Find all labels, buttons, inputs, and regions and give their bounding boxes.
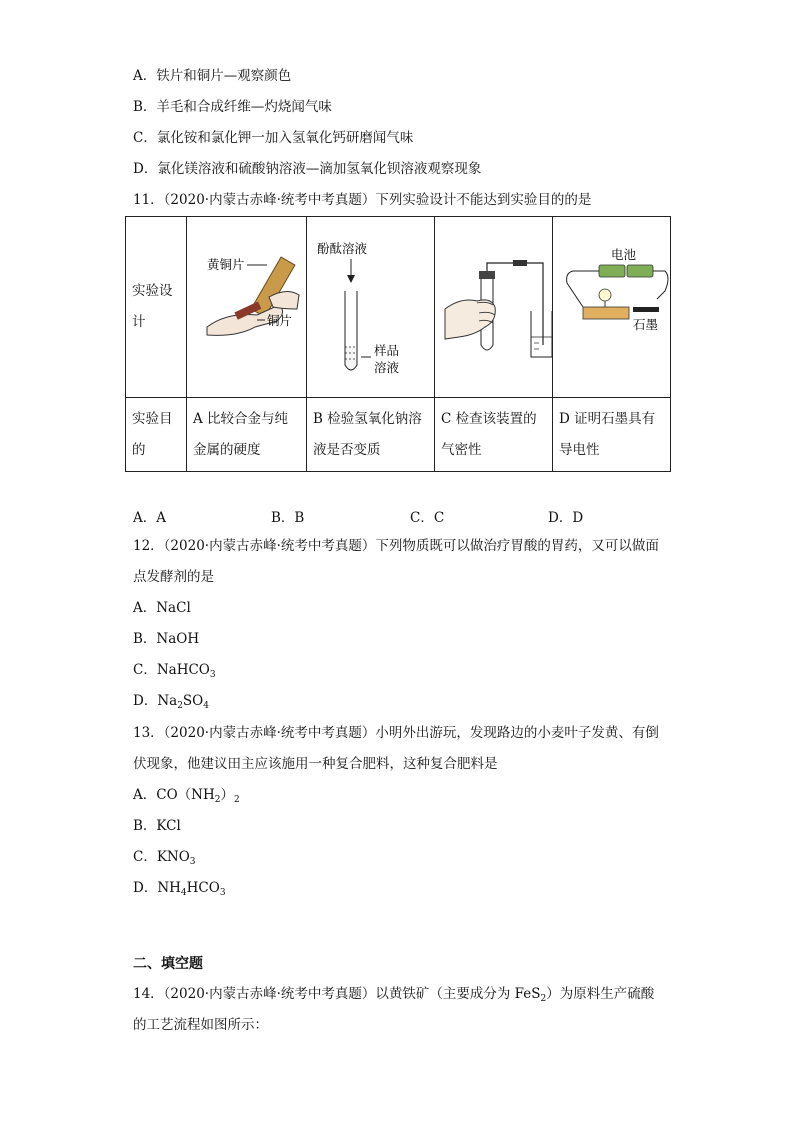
row-header-design-line1: 实验设 xyxy=(132,283,173,299)
row-header-purpose-line2: 的 xyxy=(132,441,146,458)
q13-option-b: B．KCl xyxy=(133,818,181,834)
q12-option-b: B．NaOH xyxy=(133,631,200,647)
row-header-design-line2: 计 xyxy=(132,314,146,330)
q13-option-d: D．$NH_4HCO_3$ xyxy=(133,880,226,898)
figA-label-bottom: 铜片 xyxy=(267,313,293,328)
purpose-c-line1: C 检查该装置的 xyxy=(441,410,537,427)
figure-a-hardness xyxy=(187,217,306,393)
purpose-b-line2: 液是否变质 xyxy=(313,441,381,458)
figD-label-right: 石墨 xyxy=(633,317,659,332)
q12-option-a: A．NaCl xyxy=(133,600,191,616)
figure-d-cell xyxy=(553,217,671,398)
figure-c-airtightness xyxy=(435,217,552,393)
q11-choice-b: B．B xyxy=(271,510,305,526)
figB-label-bottom2: 溶液 xyxy=(374,360,400,375)
experiment-table xyxy=(125,216,671,472)
figure-a-cell xyxy=(187,217,307,398)
figB-label-bottom1: 样品 xyxy=(374,343,400,358)
figure-b-cell xyxy=(307,217,435,398)
q14-stem-line1: 14．（2020·内蒙古赤峰·统考中考真题）以黄铁矿（主要成分为 FeS$_2$）为原料生产硫酸 xyxy=(133,986,655,1004)
figD-label-top: 电池 xyxy=(611,247,637,262)
q12-stem-line1: 12．（2020·内蒙古赤峰·统考中考真题）下列物质既可以做治疗胃酸的胃药，又可以做面 xyxy=(133,538,659,554)
q13-option-c: C．$KNO_3$ xyxy=(133,849,196,867)
q10-option-a: A．铁片和铜片—观察颜色 xyxy=(133,68,292,84)
q13-stem-line2: 伏现象，他建议田主应该施用一种复合肥料，这种复合肥料是 xyxy=(133,756,498,772)
section-heading: 二、填空题 xyxy=(133,956,203,972)
purpose-d-line1: D 证明石墨具有 xyxy=(559,410,656,427)
figure-d-conductivity xyxy=(553,217,670,393)
purpose-d-line2: 导电性 xyxy=(559,441,600,458)
purpose-c xyxy=(435,398,553,472)
purpose-a-line1: A 比较合金与纯 xyxy=(193,410,289,427)
figure-b-phenolphthalein xyxy=(307,217,434,393)
q10-option-c: C．氯化铵和氯化钾一加入氢氧化钙研磨闻气味 xyxy=(133,130,414,146)
purpose-c-line2: 气密性 xyxy=(441,441,482,458)
row-header-design xyxy=(126,217,187,398)
q13-option-a: A．$CO(NH_2)_2$ xyxy=(133,787,240,805)
q14-stem-line2: 的工艺流程如图所示： xyxy=(133,1017,268,1033)
q13-stem-line1: 13．（2020·内蒙古赤峰·统考中考真题）小明外出游玩，发现路边的小麦叶子发黄、有倒 xyxy=(133,725,659,741)
q10-option-b: B．羊毛和合成纤维—灼烧闻气味 xyxy=(133,99,332,115)
figure-c-cell xyxy=(435,217,553,398)
purpose-a xyxy=(187,398,307,472)
q11-choice-a: A．A xyxy=(133,510,166,526)
purpose-d xyxy=(553,398,671,472)
figB-label-top: 酚酞溶液 xyxy=(317,241,368,256)
purpose-a-line2: 金属的硬度 xyxy=(193,441,261,458)
figA-label-top: 黄铜片 xyxy=(207,257,245,272)
q10-option-d: D．氯化镁溶液和硫酸钠溶液—滴加氢氧化钡溶液观察现象 xyxy=(133,161,482,177)
q11-choice-d: D．D xyxy=(548,510,584,526)
row-header-purpose xyxy=(126,398,187,472)
q11-stem: 11．（2020·内蒙古赤峰·统考中考真题）下列实验设计不能达到实验目的的是 xyxy=(133,192,592,208)
row-header-purpose-line1: 实验目 xyxy=(132,410,173,427)
q12-option-c: C．NaHCO$_3$ xyxy=(133,662,216,680)
purpose-b xyxy=(307,398,435,472)
q12-stem-line2: 点发酵剂的是 xyxy=(133,569,214,585)
q12-option-d: D．$Na_2SO_4$ xyxy=(133,693,209,711)
q11-choice-c: C．C xyxy=(410,510,445,526)
purpose-b-line1: B 检验氢氧化钠溶 xyxy=(313,410,422,427)
